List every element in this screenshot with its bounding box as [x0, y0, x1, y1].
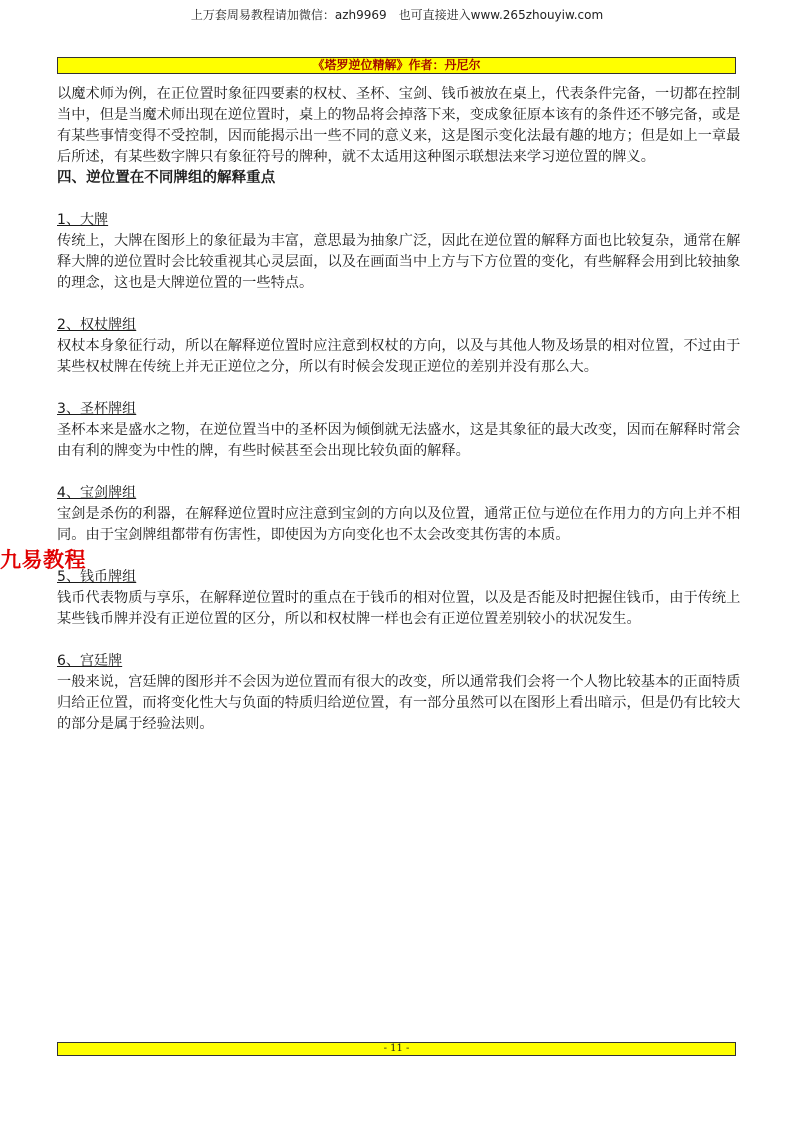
page-number-footer: - 11 -	[57, 1042, 736, 1056]
subsection-cups	[57, 399, 741, 462]
subsection-title: 6、宫廷牌	[57, 653, 123, 669]
subsection-body: 钱币代表物质与享乐，在解释逆位置时的重点在于钱币的相对位置，以及是否能及时把握住钱币，由于传统上某些钱币牌并没有正逆位置的区分，所以和权杖牌一样也会有正逆位置差别较小的状况发生。	[57, 590, 741, 627]
subsection-title: 4、宝剑牌组	[57, 485, 137, 501]
subsection-title: 3、圣杯牌组	[57, 401, 137, 417]
subsection-body: 传统上，大牌在图形上的象征最为丰富，意思最为抽象广泛，因此在逆位置的解释方面也比较复杂，通常在解释大牌的逆位置时会比较重视其心灵层面，以及在画面当中上方与下方位置的变化，有些解释会用到比较抽象的理念，这也是大牌逆位置的一些特点。	[57, 233, 741, 291]
intro-paragraph: 以魔术师为例，在正位置时象征四要素的权杖、圣杯、宝剑、钱币被放在桌上，代表条件完备，一切都在控制当中，但是当魔术师出现在逆位置时，桌上的物品将会掉落下来，变成象征原本该有的条件还不够完备，或是有某些事情变得不受控制，因而能揭示出一些不同的意义来，这是图示变化法最有趣的地方；但是如上一章最后所述，有某些数字牌只有象征符号的牌种，就不太适用这种图示联想法来学习逆位置的牌义。	[57, 86, 741, 165]
subsection-wands	[57, 315, 741, 378]
subsection-title: 2、权杖牌组	[57, 317, 137, 333]
subsection-court-cards	[57, 651, 741, 735]
subsection-body: 宝剑是杀伤的利器，在解释逆位置时应注意到宝剑的方向以及位置，通常正位与逆位在作用力的方向上并不相同。由于宝剑牌组都带有伤害性，即使因为方向变化也不太会改变其伤害的本质。	[57, 506, 741, 543]
section-title: 四、逆位置在不同牌组的解释重点	[57, 170, 276, 186]
watermark-logo: 九易教程	[0, 548, 86, 572]
subsection-title: 5、钱币牌组	[57, 569, 137, 585]
subsection-body: 一般来说，宫廷牌的图形并不会因为逆位置而有很大的改变，所以通常我们会将一个人物比较基本的正面特质归给正位置，而将变化性大与负面的特质归给逆位置，有一部分虽然可以在图形上看出暗示，但是仍有比较大的部分是属于经验法则。	[57, 674, 741, 732]
subsection-swords	[57, 483, 741, 546]
subsection-title: 1、大牌	[57, 212, 109, 228]
subsection-major-arcana	[57, 210, 741, 294]
top-banner: 上万套周易教程请加微信：azh9969 也可直接进入www.265zhouyiw.com	[190, 8, 604, 22]
subsection-body: 圣杯本来是盛水之物，在逆位置当中的圣杯因为倾倒就无法盛水，这是其象征的最大改变，因而在解释时常会由有利的牌变为中性的牌，有些时候甚至会出现比较负面的解释。	[57, 422, 741, 459]
subsection-body: 权杖本身象征行动，所以在解释逆位置时应注意到权杖的方向，以及与其他人物及场景的相对位置，不过由于某些权杖牌在传统上并无正逆位之分，所以有时候会发现正逆位的差别并没有那么大。	[57, 338, 741, 375]
document-header: 《塔罗逆位精解》作者：丹尼尔	[57, 57, 736, 74]
subsection-pentacles	[57, 567, 741, 630]
page-content	[57, 84, 741, 735]
